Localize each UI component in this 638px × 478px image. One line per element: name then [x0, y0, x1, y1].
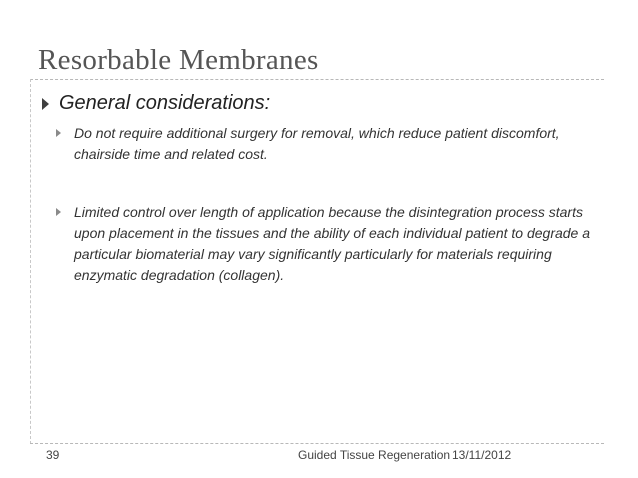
footer-date: 13/11/2012: [452, 448, 512, 462]
sub-bullet-arrow-icon: [56, 129, 61, 137]
footer-presentation-title: Guided Tissue Regeneration: [298, 448, 451, 462]
sub-bullet-2: [56, 202, 604, 286]
sub-bullet-1: [56, 123, 604, 165]
sub-bullet-text: Limited control over length of application because the disintegration process starts upon placement in the tissues and the ability of each individual patient to degrade a particular biomaterial may vary significantly particularly for materials requiring enzymatic degradation (collagen).: [74, 204, 591, 283]
sub-bullet-arrow-icon: [56, 208, 61, 216]
sub-bullet-text: Do not require additional surgery for removal, which reduce patient discomfort, chairside time and related cost.: [74, 125, 560, 162]
bullet-arrow-icon: [42, 98, 49, 110]
slide-number: 39: [46, 448, 60, 462]
bullet-text: General considerations:: [59, 92, 271, 114]
footer-divider: [30, 443, 604, 444]
title-divider: [30, 79, 604, 80]
slide-title: Resorbable Membranes: [38, 44, 319, 76]
left-border-line: [30, 79, 31, 444]
bullet-general-considerations: [42, 92, 270, 115]
